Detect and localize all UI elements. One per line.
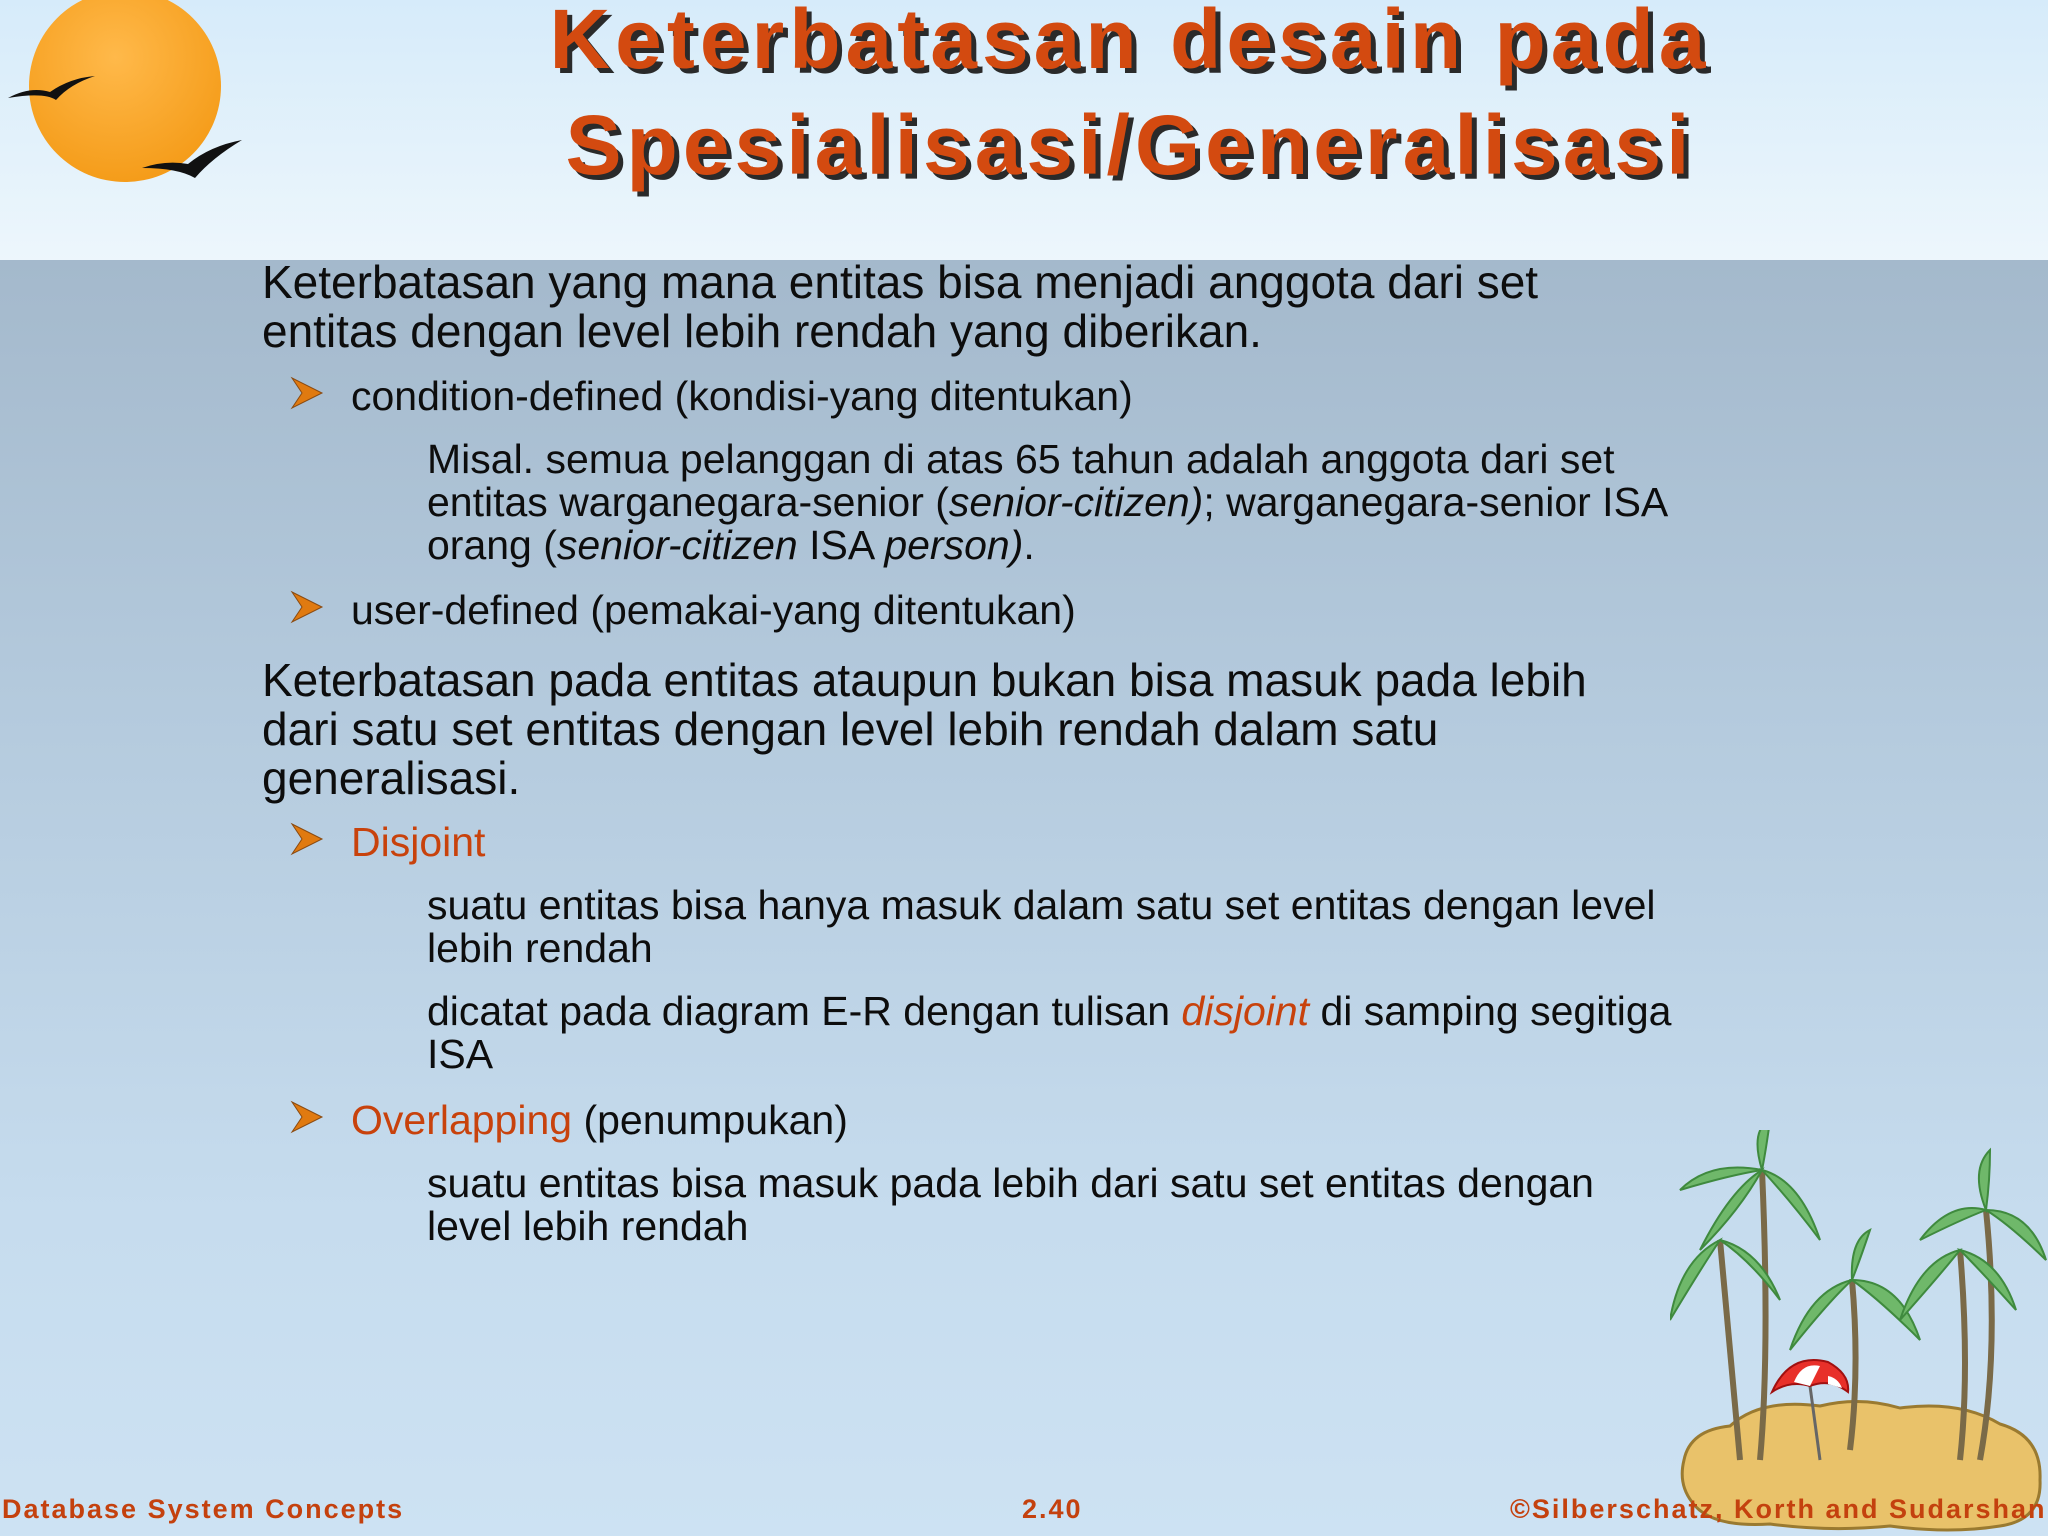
- overlapping-description: [427, 1162, 1847, 1248]
- disjoint-label: Disjoint: [351, 819, 486, 865]
- description-line: suatu entitas bisa hanya masuk dalam satu set entitas dengan level: [427, 882, 1656, 928]
- description-line: dicatat pada diagram E-R dengan tulisan disjoint di samping segitiga: [427, 988, 1672, 1034]
- bullet-label: user-defined (pemakai-yang ditentukan): [351, 587, 1076, 633]
- paragraph-line: dari satu set entitas dengan level lebih rendah dalam satu: [262, 703, 1439, 755]
- footer-copyright: ©Silberschatz, Korth and Sudarshan: [1510, 1494, 2047, 1524]
- sunset-birds-icon: [0, 0, 260, 200]
- example-line-2: entitas warganegara-senior (senior-citizen); warganegara-senior ISA: [427, 479, 1669, 525]
- paragraph-restriction-overlap: [262, 656, 1822, 803]
- paragraph-restriction-membership: [262, 258, 1822, 356]
- arrow-bullet-icon: [290, 376, 324, 410]
- description-line: level lebih rendah: [427, 1203, 749, 1249]
- paragraph-line: Keterbatasan pada entitas ataupun bukan bisa masuk pada lebih: [262, 654, 1587, 706]
- title-line-2: Spesialisasi/Generalisasi: [565, 98, 1695, 192]
- paragraph-line: entitas dengan level lebih rendah yang diberikan.: [262, 305, 1262, 357]
- arrow-bullet-icon: [290, 822, 324, 856]
- example-senior-citizen: [427, 438, 1847, 567]
- disjoint-description: [427, 884, 1847, 970]
- paragraph-line: generalisasi.: [262, 752, 521, 804]
- palm-island-icon: [1670, 1130, 2048, 1536]
- description-line: lebih rendah: [427, 925, 653, 971]
- footer-book-title: Database System Concepts: [2, 1494, 405, 1524]
- example-line-1: Misal. semua pelanggan di atas 65 tahun adalah anggota dari set: [427, 436, 1615, 482]
- overlapping-label: Overlapping (penumpukan): [351, 1097, 848, 1143]
- description-line: suatu entitas bisa masuk pada lebih dari satu set entitas dengan: [427, 1160, 1594, 1206]
- footer-slide-number: 2.40: [1022, 1494, 1083, 1524]
- arrow-bullet-icon: [290, 590, 324, 624]
- arrow-bullet-icon: [290, 1100, 324, 1134]
- paragraph-line: Keterbatasan yang mana entitas bisa menjadi anggota dari set: [262, 256, 1539, 308]
- bullet-label: condition-defined (kondisi-yang ditentukan): [351, 373, 1133, 419]
- disjoint-notation: [427, 990, 1847, 1076]
- slide-title: [380, 0, 1880, 198]
- description-line: ISA: [427, 1031, 494, 1077]
- example-line-3: orang (senior-citizen ISA person).: [427, 522, 1035, 568]
- title-line-1: Keterbatasan desain pada: [549, 0, 1711, 86]
